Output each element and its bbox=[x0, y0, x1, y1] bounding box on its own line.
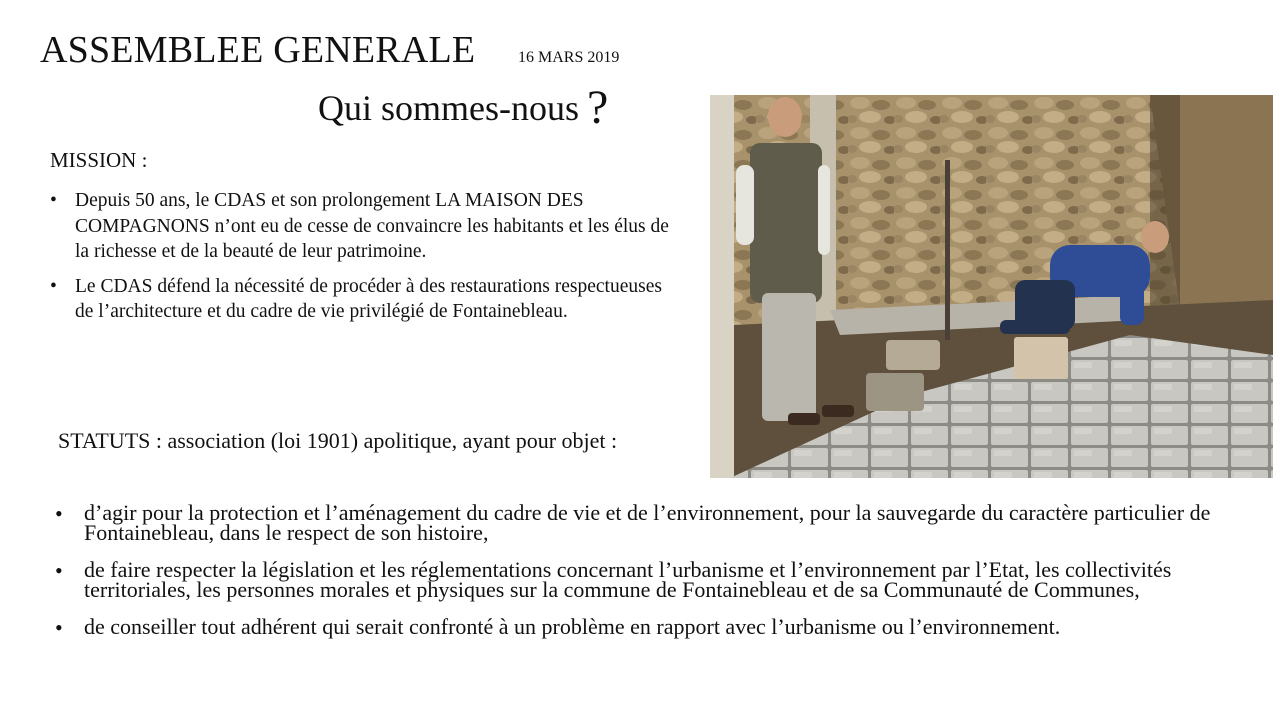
mission-item bbox=[50, 274, 680, 325]
slide-title: ASSEMBLEE GENERALE bbox=[40, 29, 476, 71]
statuts-item bbox=[55, 557, 1255, 602]
restoration-photo bbox=[710, 95, 1273, 478]
statuts-item-text: d’agir pour la protection et l’aménagement du cadre de vie et de l’environnement, pour la sauvegarde du caractère particulier de Fontainebleau, dans le respect de son histoire, bbox=[84, 500, 1211, 545]
meeting-date: 16 MARS 2019 bbox=[518, 49, 620, 66]
mission-item bbox=[50, 188, 680, 265]
mission-heading: MISSION : bbox=[50, 148, 148, 172]
statuts-item-text: de faire respecter la législation et les réglementations concernant l’urbanisme et l’environnement par l’Etat, les collectivités territoriales, les personnes morales et physiques sur la commune de Fontainebleau et de sa Communauté de Communes, bbox=[84, 557, 1172, 602]
statuts-item-text: de conseiller tout adhérent qui serait confronté à un problème en rapport avec l’urbanisme ou l’environnement. bbox=[84, 614, 1061, 639]
bullet-icon: • bbox=[50, 275, 57, 297]
statuts-item bbox=[55, 500, 1255, 545]
statuts-list bbox=[55, 500, 1255, 654]
subtitle-text: Qui sommes-nous bbox=[318, 88, 579, 128]
mission-item-text: Depuis 50 ans, le CDAS et son prolongement LA MAISON DES COMPAGNONS n’ont eu de cesse de convaincre les habitants et les élus de la richesse et de la beauté de leur patrimoine. bbox=[75, 190, 669, 262]
statuts-item bbox=[55, 614, 1255, 640]
mission-item-text: Le CDAS défend la nécessité de procéder à des restaurations respectueuses de l’architecture et du cadre de vie privilégié de Fontainebleau. bbox=[75, 275, 662, 322]
subtitle-question-mark: ? bbox=[587, 81, 609, 134]
bullet-icon: • bbox=[55, 615, 63, 640]
bullet-icon: • bbox=[50, 190, 57, 211]
bullet-icon: • bbox=[55, 501, 63, 526]
bullet-icon: • bbox=[55, 558, 63, 583]
slide-subtitle bbox=[318, 80, 608, 135]
statuts-heading: STATUTS : association (loi 1901) apolitique, ayant pour objet : bbox=[58, 428, 618, 453]
mission-list bbox=[50, 188, 680, 334]
